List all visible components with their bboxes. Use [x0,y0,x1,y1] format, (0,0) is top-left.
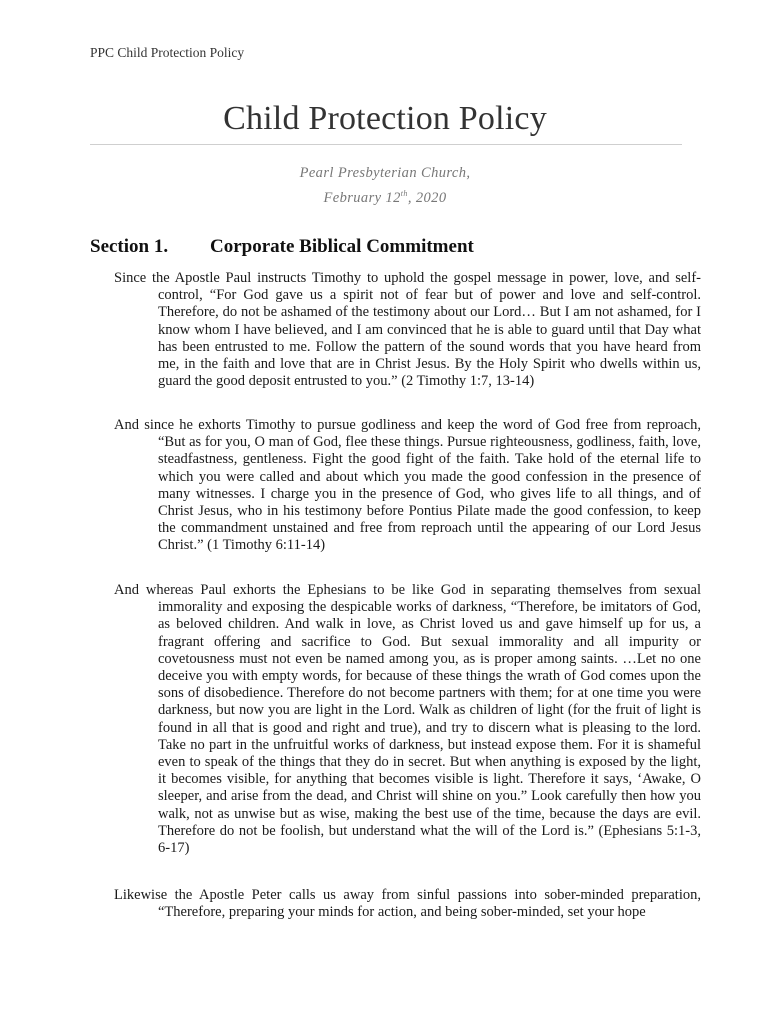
section-heading [90,236,474,258]
paragraph-1-timothy: And since he exhorts Timothy to pursue godliness and keep the word of God free from reproach, “But as for you, O man of God, flee these things. Pursue righteousness, godliness, faith, love, steadfastness, gentleness. Fight the good fight of the faith. Take hold of the eternal life to which you were called and about which you made the good confession in the presence of many witnesses. I charge you in the presence of God, who gives life to all things, and of Christ Jesus, who in his testimony before Pontius Pilate made the good confession, to keep the commandment unstained and free from reproach until the appearing of our Lord Jesus Christ.” (1 Timothy 6:11-14) [114,417,701,554]
date-ordinal: th [400,189,408,198]
running-header: PPC Child Protection Policy [90,45,245,60]
paragraph-peter: Likewise the Apostle Peter calls us away from sinful passions into sober-minded preparation, “Therefore, preparing your minds for action, and being sober-minded, set your hope [114,887,701,921]
date-year: , 2020 [407,189,447,206]
document-title: Child Protection Policy [223,100,547,137]
section-title: Corporate Biblical Commitment [210,236,474,257]
section-number: Section 1. [90,236,169,257]
paragraph-ephesians: And whereas Paul exhorts the Ephesians to be like God in separating themselves from sexual immorality and exposing the despicable works of darkness, “Therefore, be imitators of God, as beloved children. And walk in love, as Christ loved us and gave himself up for us, a fragrant offering and sacrifice to God. But sexual immorality and all impurity or covetousness must not even be named among you, as is proper among saints. …Let no one deceive you with empty words, for because of these things the wrath of God comes upon the sons of disobedience. Therefore do not become partners with them; for at one time you were darkness, but now you are light in the Lord. Walk as children of light (for the fruit of light is found in all that is good and right and true), and try to discern what is pleasing to the lord. Take no part in the unfruitful works of darkness, but instead expose them. For it is shameful even to speak of the things that they do in secret. But when anything is exposed by the light, it becomes visible, for anything that becomes visible is light. Therefore it says, ‘Awake, O sleeper, and arise from the dead, and Christ will shine on you.” Look carefully then how you walk, not as unwise but as wise, making the best use of the time, because the days are evil. Therefore do not be foolish, but understand what the will of the Lord is.” (Ephesians 5:1-3, 6-17) [114,582,701,857]
document-date [0,189,770,207]
title-divider [90,144,682,145]
date-prefix: February 12 [323,189,401,206]
paragraph-2-timothy: Since the Apostle Paul instructs Timothy to uphold the gospel message in power, love, and self-control, “For God gave us a spirit not of fear but of power and love and self-control. Therefore, do not be ashamed of the testimony about our Lord… But I am not ashamed, for I know whom I have believed, and I am convinced that he is able to guard until that Day what has been entrusted to me. Follow the pattern of the sound words that you have heard from me, in the faith and love that are in Christ Jesus. By the Holy Spirit who dwells within us, guard the good deposit entrusted to you.” (2 Timothy 1:7, 13-14) [114,270,701,390]
church-name: Pearl Presbyterian Church, [299,165,471,181]
